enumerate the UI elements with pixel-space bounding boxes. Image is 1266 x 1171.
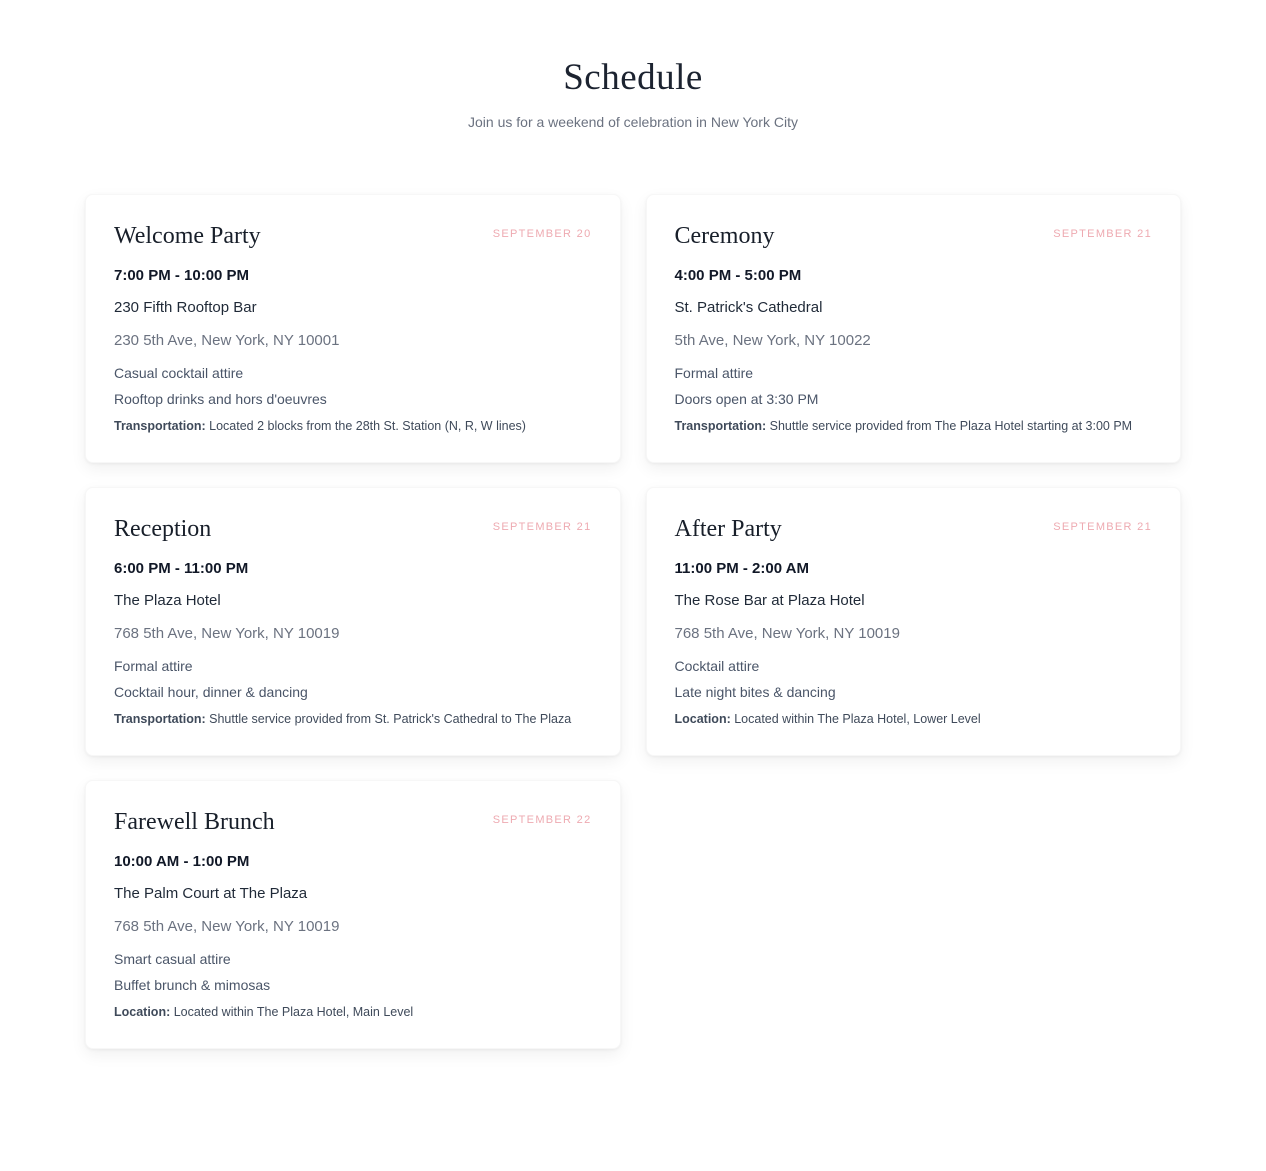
- event-description: Buffet brunch & mimosas: [114, 977, 271, 994]
- event-card: [646, 487, 1182, 756]
- event-venue: 230 Fifth Rooftop Bar: [114, 299, 257, 317]
- event-time: 6:00 PM - 11:00 PM: [114, 560, 249, 578]
- event-time: 11:00 PM - 2:00 AM: [674, 560, 809, 578]
- event-attire: Formal attire: [674, 364, 754, 381]
- event-title: Ceremony: [674, 223, 775, 249]
- events-grid: [85, 194, 1181, 1169]
- event-note-text: Shuttle service provided from St. Patrick's Cathedral to The Plaza: [205, 712, 572, 726]
- event-card-header: [114, 221, 592, 251]
- event-title: Farewell Brunch: [114, 809, 275, 836]
- event-time: 4:00 PM - 5:00 PM: [674, 267, 802, 284]
- event-date-badge: SEPTEMBER 21: [492, 521, 592, 534]
- event-note-text: Shuttle service provided from The Plaza Hotel starting at 3:00 PM: [766, 418, 1133, 433]
- event-address: 768 5th Ave, New York, NY 10019: [114, 917, 340, 935]
- event-venue: The Plaza Hotel: [114, 592, 221, 610]
- event-time: 10:00 AM - 1:00 PM: [114, 853, 250, 871]
- event-note: [675, 710, 1153, 728]
- event-note: [114, 1003, 592, 1021]
- event-date-badge: SEPTEMBER 20: [492, 228, 592, 240]
- event-title: Reception: [114, 516, 212, 543]
- event-note-label: Location:: [674, 712, 731, 726]
- event-date-badge: SEPTEMBER 21: [1053, 228, 1152, 240]
- event-venue: The Palm Court at The Plaza: [114, 885, 308, 903]
- event-address: 768 5th Ave, New York, NY 10019: [114, 624, 340, 642]
- event-venue: St. Patrick's Cathedral: [674, 299, 823, 317]
- event-title: After Party: [674, 516, 782, 543]
- event-date-badge: SEPTEMBER 22: [492, 814, 592, 827]
- event-card: [646, 194, 1182, 463]
- event-address: 5th Ave, New York, NY 10022: [674, 331, 871, 349]
- event-venue: The Rose Bar at Plaza Hotel: [674, 592, 865, 610]
- event-card-header: [114, 514, 592, 544]
- event-date-badge: SEPTEMBER 21: [1053, 521, 1152, 534]
- event-note-label: Transportation:: [674, 418, 767, 433]
- event-attire: Formal attire: [114, 657, 193, 674]
- event-description: Late night bites & dancing: [674, 684, 836, 701]
- event-card: [85, 487, 621, 756]
- event-note-label: Transportation:: [114, 418, 206, 433]
- event-description: Doors open at 3:30 PM: [674, 391, 819, 408]
- event-attire: Smart casual attire: [114, 950, 231, 967]
- event-note-text: Located within The Plaza Hotel, Lower Level: [730, 712, 981, 726]
- event-address: 768 5th Ave, New York, NY 10019: [674, 624, 900, 642]
- event-note: [675, 417, 1153, 435]
- page-title: Schedule: [563, 57, 703, 98]
- event-time: 7:00 PM - 10:00 PM: [114, 267, 250, 284]
- event-description: Rooftop drinks and hors d'oeuvres: [114, 391, 327, 408]
- event-note-text: Located 2 blocks from the 28th St. Station (N, R, W lines): [205, 418, 526, 433]
- event-note-label: Transportation:: [114, 712, 206, 726]
- event-card-header: [675, 221, 1153, 251]
- event-card: [85, 780, 621, 1049]
- event-note-label: Location:: [114, 1005, 171, 1020]
- event-card-header: [675, 514, 1153, 544]
- event-title: Welcome Party: [114, 223, 261, 249]
- page-header: [0, 56, 1266, 130]
- event-note-text: Located within The Plaza Hotel, Main Level: [170, 1005, 414, 1020]
- event-description: Cocktail hour, dinner & dancing: [114, 684, 308, 701]
- event-note: [114, 417, 592, 435]
- event-card-header: [114, 807, 592, 837]
- event-address: 230 5th Ave, New York, NY 10001: [114, 331, 340, 349]
- event-attire: Cocktail attire: [674, 657, 760, 674]
- page-subtitle: Join us for a weekend of celebration in New York City: [468, 114, 798, 130]
- event-card: [85, 194, 621, 463]
- event-attire: Casual cocktail attire: [114, 364, 244, 381]
- event-note: [114, 710, 592, 728]
